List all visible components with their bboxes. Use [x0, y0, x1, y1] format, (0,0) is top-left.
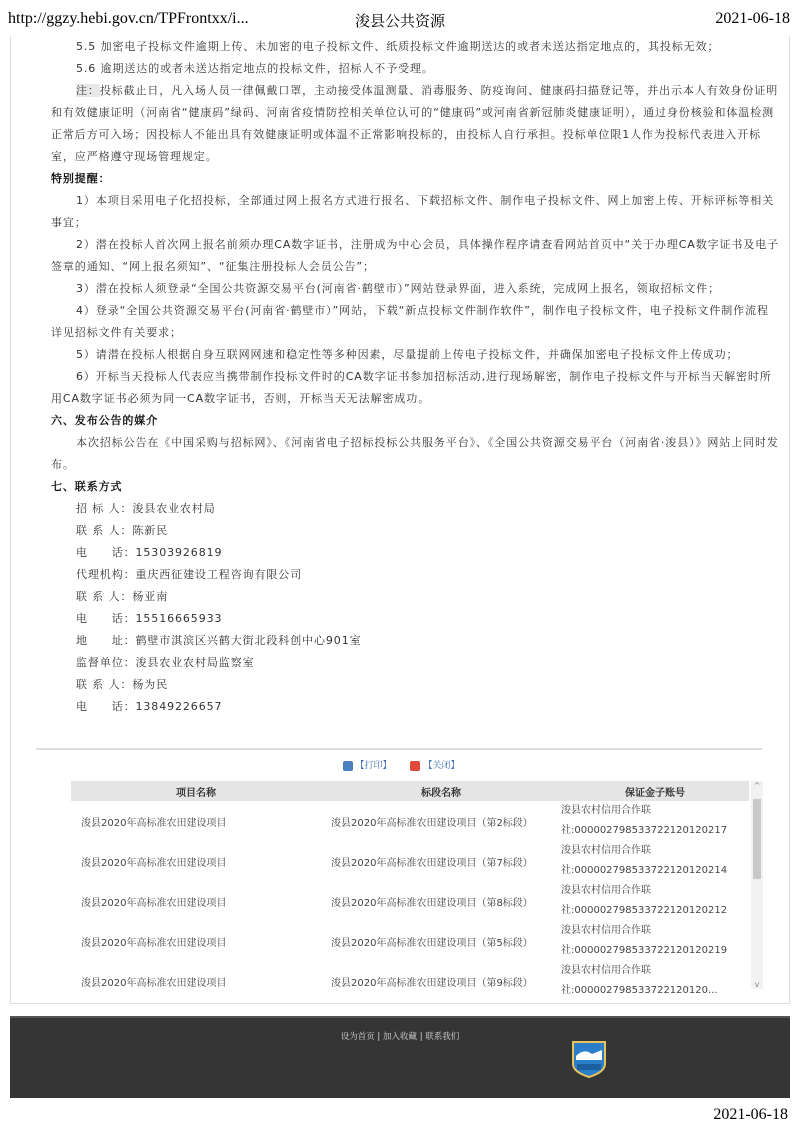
- page-tools: [11, 758, 791, 771]
- footer-links: 设为首页 | 加入收藏 | 联系我们: [340, 1032, 460, 1042]
- page-url: http://ggzy.hebi.gov.cn/TPFrontxx/i...: [8, 10, 249, 27]
- special-item: 3）潜在投标人须登录“全国公共资源交易平台(河南省·鹤壁市）”网站登录界面，进入系统，完成网上报名，领取招标文件；: [76, 282, 720, 295]
- project-name: 浚县2020年高标准农田建设项目: [81, 857, 227, 869]
- note-label: 注：: [76, 84, 100, 97]
- contact-us-link[interactable]: 联系我们: [425, 1032, 460, 1042]
- note-text: 投标截止日，凡入场人员一律佩戴口罩，主动接受体温测量、消毒服务、防疫询问、健康码扫描登记等，并出示本人有效身份证明和有效健康证明（河南省“健康码”绿码、河南省疫情防控相关单位认可的“健康码”或河南省新冠肺炎健康证明），通过身份核验和体温检测正常后方可入场；因投标人不能出具有效健康证明或体温不正常影响投标的，由投标人自行承担。投标单位限1人作为投标代表进入开标室，应严格遵守现场管理规定。: [51, 84, 779, 163]
- printer-icon: [343, 761, 353, 771]
- project-name: 浚县2020年高标准农田建设项目: [81, 897, 227, 909]
- scrollbar-thumb[interactable]: [753, 799, 761, 879]
- deposit-account: 浚县农村信用合作联 社:000002798533722120120219: [561, 925, 728, 956]
- print-date: 2021-06-18: [715, 10, 790, 27]
- print-date-bottom: 2021-06-18: [713, 1106, 788, 1123]
- special-title: 特别提醒：: [51, 172, 111, 185]
- special-item: 5）请潜在投标人根据自身互联网网速和稳定性等多种因素，尽量提前上传电子投标文件，并确保加密电子投标文件上传成功；: [76, 348, 739, 361]
- scroll-up-icon[interactable]: ^: [753, 781, 761, 790]
- table-row: [71, 881, 749, 921]
- contact-line: 地 址：鹤壁市淇滨区兴鹤大街北段科创中心901室: [76, 634, 362, 647]
- section-name: 浚县2020年高标准农田建设项目（第7标段）: [331, 857, 533, 869]
- column-header: 保证金子账号: [561, 781, 749, 801]
- table-row: [71, 961, 749, 1001]
- section-6-title: 六、发布公告的媒介: [51, 414, 159, 427]
- site-footer: [10, 1016, 790, 1098]
- section-6-text: 本次招标公告在《中国采购与招标网》、《河南省电子招标投标公共服务平台》、《全国公共资源交易平台（河南省·浚县）》网站上同时发布。: [51, 436, 779, 471]
- table-scrollbar[interactable]: [751, 781, 763, 989]
- set-homepage-link[interactable]: 设为首页: [340, 1032, 375, 1042]
- contact-line: 招 标 人：浚县农业农村局: [76, 502, 216, 515]
- content-frame: [10, 36, 790, 1004]
- table-row: [71, 801, 749, 841]
- section-name: 浚县2020年高标准农田建设项目（第5标段）: [331, 937, 533, 949]
- table-row: [71, 921, 749, 961]
- close-button[interactable]: 【关闭】: [410, 761, 459, 771]
- deposit-account: 浚县农村信用合作联 社:000002798533722120120217: [561, 805, 728, 836]
- column-header: 项目名称: [71, 781, 321, 801]
- announcement-body: [51, 36, 779, 718]
- deposit-account: 浚县农村信用合作联 社:000002798533722120120212: [561, 885, 728, 916]
- contact-line: 联 系 人：杨为民: [76, 678, 169, 691]
- browser-header: [0, 0, 800, 36]
- scroll-down-icon[interactable]: v: [754, 980, 760, 989]
- contact-line: 电 话：13849226657: [76, 700, 223, 713]
- note-paragraph: [51, 80, 779, 168]
- column-header: 标段名称: [321, 781, 561, 801]
- contact-line: 电 话：15303926819: [76, 546, 223, 559]
- project-name: 浚县2020年高标准农田建设项目: [81, 937, 227, 949]
- divider: [36, 748, 762, 750]
- site-logo-icon: [570, 1038, 608, 1078]
- section-7-title: 七、联系方式: [51, 480, 123, 493]
- special-item: 4）登录“全国公共资源交易平台(河南省·鹤壁市）”网站，下载“新点投标文件制作软件”，制作电子投标文件，电子投标文件制作流程详见招标文件有关要求；: [51, 304, 769, 339]
- print-button[interactable]: 【打印】: [343, 761, 392, 771]
- deposit-table: [71, 781, 749, 1001]
- close-icon: [410, 761, 420, 771]
- section-name: 浚县2020年高标准农田建设项目（第2标段）: [331, 817, 533, 829]
- paragraph: 5.6 逾期送达的或者未送达指定地点的投标文件，招标人不予受理。: [76, 62, 434, 75]
- contact-line: 联 系 人：陈新民: [76, 524, 169, 537]
- project-name: 浚县2020年高标准农田建设项目: [81, 977, 227, 989]
- special-item: 6）开标当天投标人代表应当携带制作投标文件时的CA数字证书参加招标活动,进行现场解密，制作电子投标文件与开标当天解密时所用CA数字证书必须为同一CA数字证书，否则，开标当天无法解密成功。: [51, 370, 772, 405]
- contact-line: 代理机构：重庆西征建设工程咨询有限公司: [76, 568, 303, 581]
- contact-line: 监督单位：浚县农业农村局监察室: [76, 656, 255, 669]
- special-item: 2）潜在投标人首次网上报名前须办理CA数字证书，注册成为中心会员，具体操作程序请查看网站首页中“关于办理CA数字证书及电子签章的通知、“网上报名须知”、“征集注册投标人会员公告”；: [51, 238, 780, 273]
- contact-line: 联 系 人：杨亚南: [76, 590, 169, 603]
- table-row: [71, 841, 749, 881]
- deposit-account: 浚县农村信用合作联 社:000002798533722120120214: [561, 845, 728, 876]
- deposit-account: 浚县农村信用合作联 社:000002798533722120120...: [561, 965, 718, 996]
- project-name: 浚县2020年高标准农田建设项目: [81, 817, 227, 829]
- contact-line: 电 话：15516665933: [76, 612, 223, 625]
- section-name: 浚县2020年高标准农田建设项目（第8标段）: [331, 897, 533, 909]
- paragraph: 5.5 加密电子投标文件逾期上传、未加密的电子投标文件、纸质投标文件逾期送达的或者未送达指定地点的，其投标无效；: [76, 40, 720, 53]
- add-favorite-link[interactable]: 加入收藏: [382, 1032, 417, 1042]
- special-item: 1）本项目采用电子化招投标，全部通过网上报名方式进行报名、下载招标文件、制作电子投标文件、网上加密上传、开标评标等相关事宜；: [51, 194, 775, 229]
- deposit-table-container: [71, 781, 763, 996]
- page-title: 浚县公共资源: [354, 12, 445, 30]
- section-name: 浚县2020年高标准农田建设项目（第9标段）: [331, 977, 533, 989]
